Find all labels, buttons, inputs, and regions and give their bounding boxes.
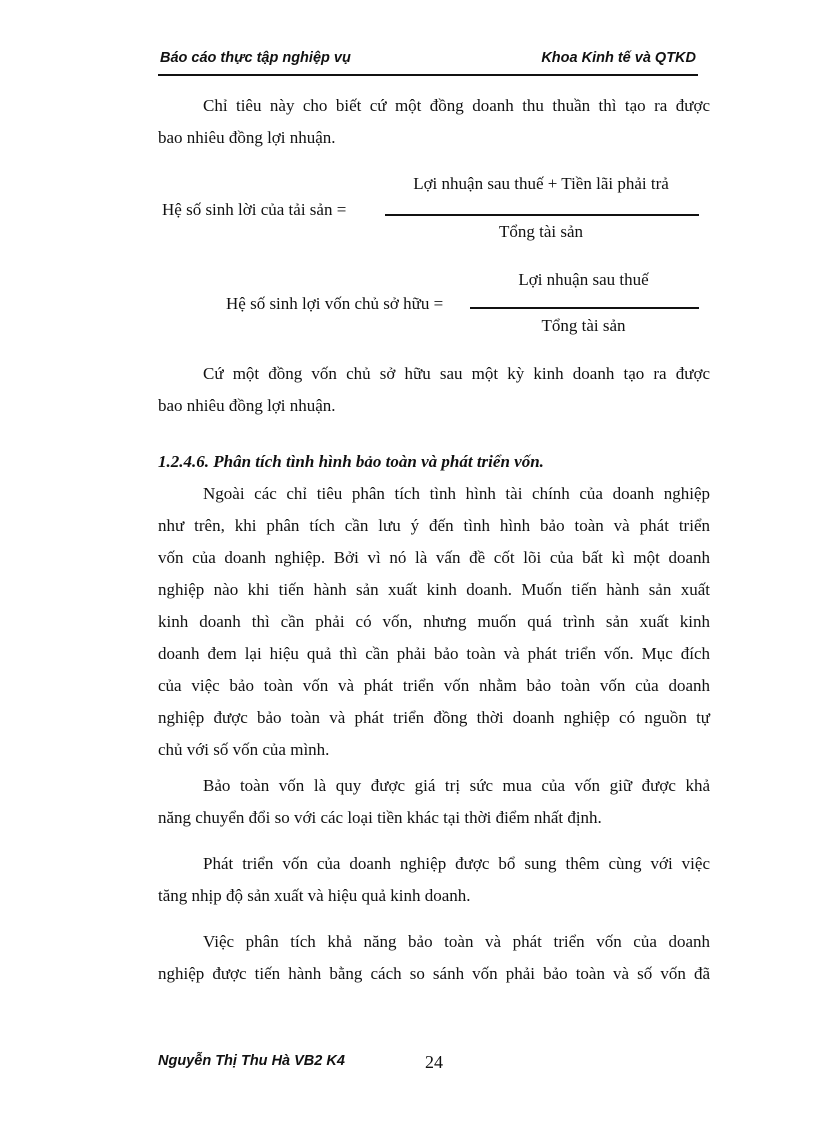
formula-label: Hệ số sinh lợi vốn chủ sở hữu = xyxy=(226,294,444,313)
footer-author: Nguyễn Thị Thu Hà VB2 K4 xyxy=(158,1053,345,1069)
page-number: 24 xyxy=(425,1052,443,1072)
fraction-bar xyxy=(470,307,699,309)
paragraph-line: Bảo toàn vốn là quy được giá trị sức mua của vốn giữ được khả xyxy=(203,776,710,795)
paragraph-line: kinh doanh thì cần phải có vốn, nhưng muốn quá trình sản xuất kinh xyxy=(158,612,710,631)
fraction-bar xyxy=(385,214,699,216)
paragraph-line: bao nhiêu đồng lợi nhuận. xyxy=(158,396,336,415)
section-heading: 1.2.4.6. Phân tích tình hình bảo toàn và phát triển vốn. xyxy=(158,452,544,471)
body-paragraph xyxy=(158,484,710,774)
body-paragraph xyxy=(158,932,710,1002)
formula-numerator: Lợi nhuận sau thuế xyxy=(518,270,649,289)
paragraph-line: doanh đem lại hiệu quả thì cần phải bảo toàn và phát triển vốn. Mục đích xyxy=(158,644,710,663)
paragraph-line: Ngoài các chỉ tiêu phân tích tình hình tài chính của doanh nghiệp xyxy=(203,484,710,503)
page-header xyxy=(158,44,698,76)
formula-denominator: Tổng tài sản xyxy=(541,316,626,335)
paragraph-line: bao nhiêu đồng lợi nhuận. xyxy=(158,128,336,147)
paragraph-line: Phát triển vốn của doanh nghiệp được bổ sung thêm cùng với việc xyxy=(203,854,710,873)
paragraph-line: Việc phân tích khả năng bảo toàn và phát triển vốn của doanh xyxy=(203,932,710,951)
paragraph-line: nghiệp được bảo toàn và phát triển đồng thời doanh nghiệp có nguồn tự xyxy=(158,708,710,727)
paragraph-line: vốn của doanh nghiệp. Bởi vì nó là vấn đề cốt lõi của bất kì một doanh xyxy=(158,548,710,567)
paragraph-line: năng chuyển đổi so với các loại tiền khác tại thời điểm nhất định. xyxy=(158,808,602,827)
formula-label: Hệ số sinh lời của tải sản = xyxy=(162,200,347,219)
body-paragraph xyxy=(158,854,710,924)
note-paragraph xyxy=(158,364,710,434)
header-report-title: Báo cáo thực tập nghiệp vụ xyxy=(160,50,351,66)
paragraph-line: nghiệp nào khi tiến hành sản xuất kinh doanh. Muốn tiến hành sản xuất xyxy=(158,580,710,599)
paragraph-line: nghiệp được tiến hành bằng cách so sánh vốn phải bảo toàn và số vốn đã xyxy=(158,964,710,983)
formula-numerator: Lợi nhuận sau thuế + Tiền lãi phải trả xyxy=(413,174,669,193)
paragraph-line: tăng nhịp độ sản xuất và hiệu quả kinh doanh. xyxy=(158,886,471,905)
formula-denominator: Tổng tài sản xyxy=(498,222,584,241)
paragraph-line: như trên, khi phân tích cần lưu ý đến tình hình bảo toàn và phát triển xyxy=(158,516,710,535)
body-paragraph xyxy=(158,776,710,846)
intro-paragraph xyxy=(158,96,710,166)
header-department: Khoa Kinh tế và QTKD xyxy=(541,50,696,66)
paragraph-line: chủ với số vốn của mình. xyxy=(158,740,330,759)
paragraph-line: của việc bảo toàn vốn và phát triển vốn nhằm bảo toàn vốn của doanh xyxy=(158,676,710,695)
paragraph-line: Chỉ tiêu này cho biết cứ một đồng doanh thu thuần thì tạo ra được xyxy=(203,96,710,115)
paragraph-line: Cứ một đồng vốn chủ sở hữu sau một kỳ kinh doanh tạo ra được xyxy=(203,364,710,383)
